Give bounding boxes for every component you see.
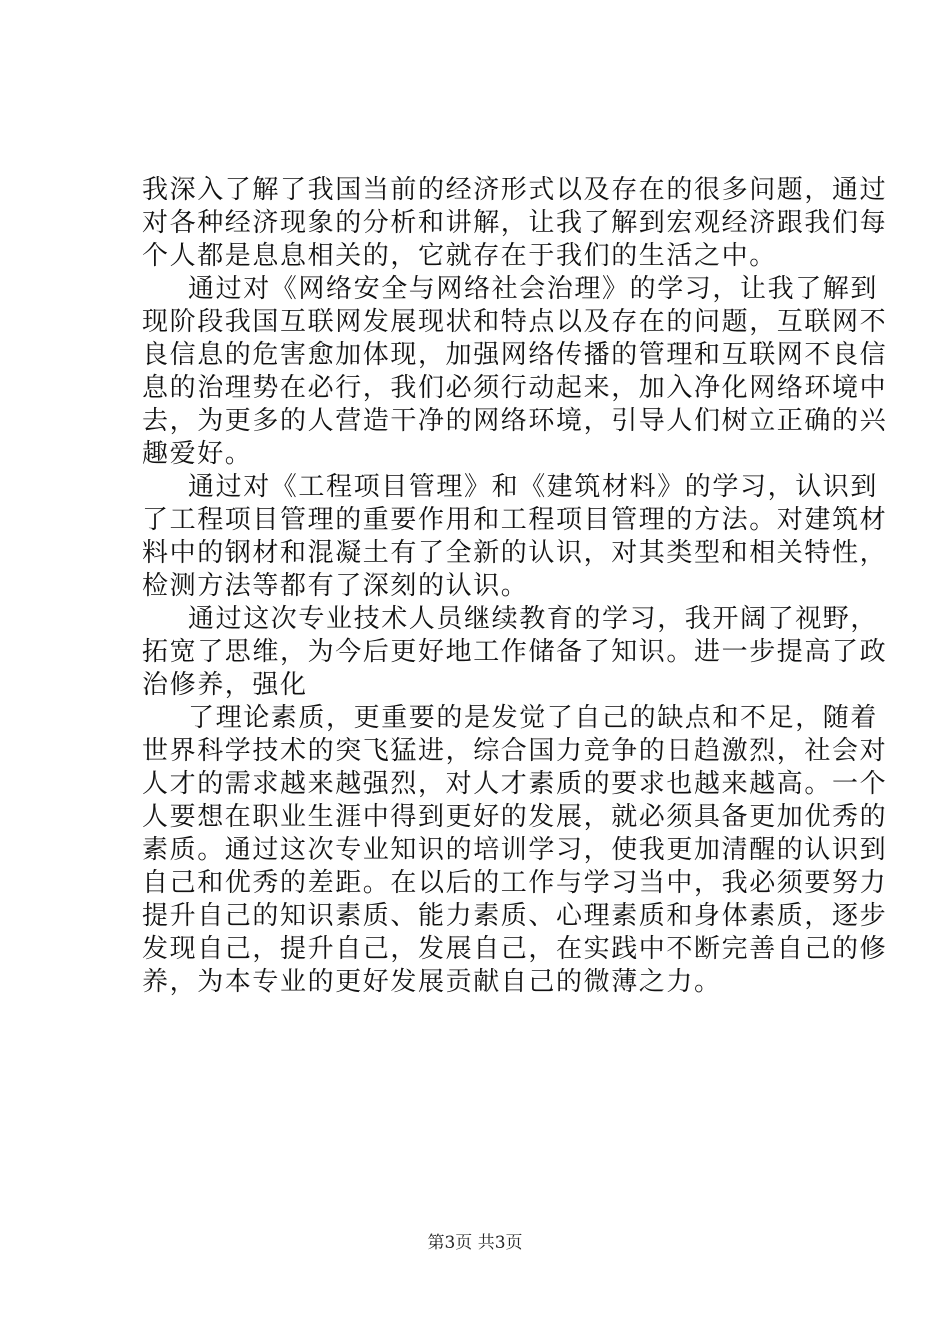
text-line: 养，为本专业的更好发展贡献自己的微薄之力。	[142, 967, 722, 997]
text-line: 拓宽了思维，为今后更好地工作储备了知识。进一步提高了政	[142, 637, 888, 667]
text-line: 人才的需求越来越强烈，对人才素质的要求也越来越高。一个	[142, 769, 888, 799]
paragraph-start-line: 通过这次专业技术人员继续教育的学习，我开阔了视野，	[188, 604, 879, 634]
text-line: 去，为更多的人营造干净的网络环境，引导人们树立正确的兴	[142, 406, 888, 436]
text-line: 个人都是息息相关的，它就存在于我们的生活之中。	[142, 241, 777, 271]
text-line: 息的治理势在必行，我们必须行动起来，加入净化网络环境中	[142, 373, 888, 403]
text-line: 我深入了解了我国当前的经济形式以及存在的很多问题，通过	[142, 175, 888, 205]
paragraph-start-line: 了理论素质，更重要的是发觉了自己的缺点和不足，随着	[188, 703, 879, 733]
text-line: 人要想在职业生涯中得到更好的发展，就必须具备更加优秀的	[142, 802, 888, 832]
text-line: 了工程项目管理的重要作用和工程项目管理的方法。对建筑材	[142, 505, 888, 535]
text-line: 提升自己的知识素质、能力素质、心理素质和身体素质，逐步	[142, 901, 888, 931]
text-line: 素质。通过这次专业知识的培训学习，使我更加清醒的认识到	[142, 835, 888, 865]
text-line: 良信息的危害愈加体现，加强网络传播的管理和互联网不良信	[142, 340, 888, 370]
text-line: 发现自己，提升自己，发展自己，在实践中不断完善自己的修	[142, 934, 888, 964]
text-line: 料中的钢材和混凝土有了全新的认识，对其类型和相关特性，	[142, 538, 888, 568]
text-line: 现阶段我国互联网发展现状和特点以及存在的问题，互联网不	[142, 307, 888, 337]
text-line: 趣爱好。	[142, 439, 253, 469]
text-line: 治修养，强化	[142, 670, 308, 700]
page-number-footer: 第3页 共3页	[427, 1233, 523, 1253]
paragraph-start-line: 通过对《网络安全与网络社会治理》的学习，让我了解到	[188, 274, 879, 304]
document-body	[142, 174, 888, 999]
text-line: 检测方法等都有了深刻的认识。	[142, 571, 529, 601]
text-line: 自己和优秀的差距。在以后的工作与学习当中，我必须要努力	[142, 868, 888, 898]
text-line: 对各种经济现象的分析和讲解，让我了解到宏观经济跟我们每	[142, 208, 888, 238]
text-line: 世界科学技术的突飞猛进，综合国力竞争的日趋激烈，社会对	[142, 736, 888, 766]
paragraph-start-line: 通过对《工程项目管理》和《建筑材料》的学习，认识到	[188, 472, 879, 502]
